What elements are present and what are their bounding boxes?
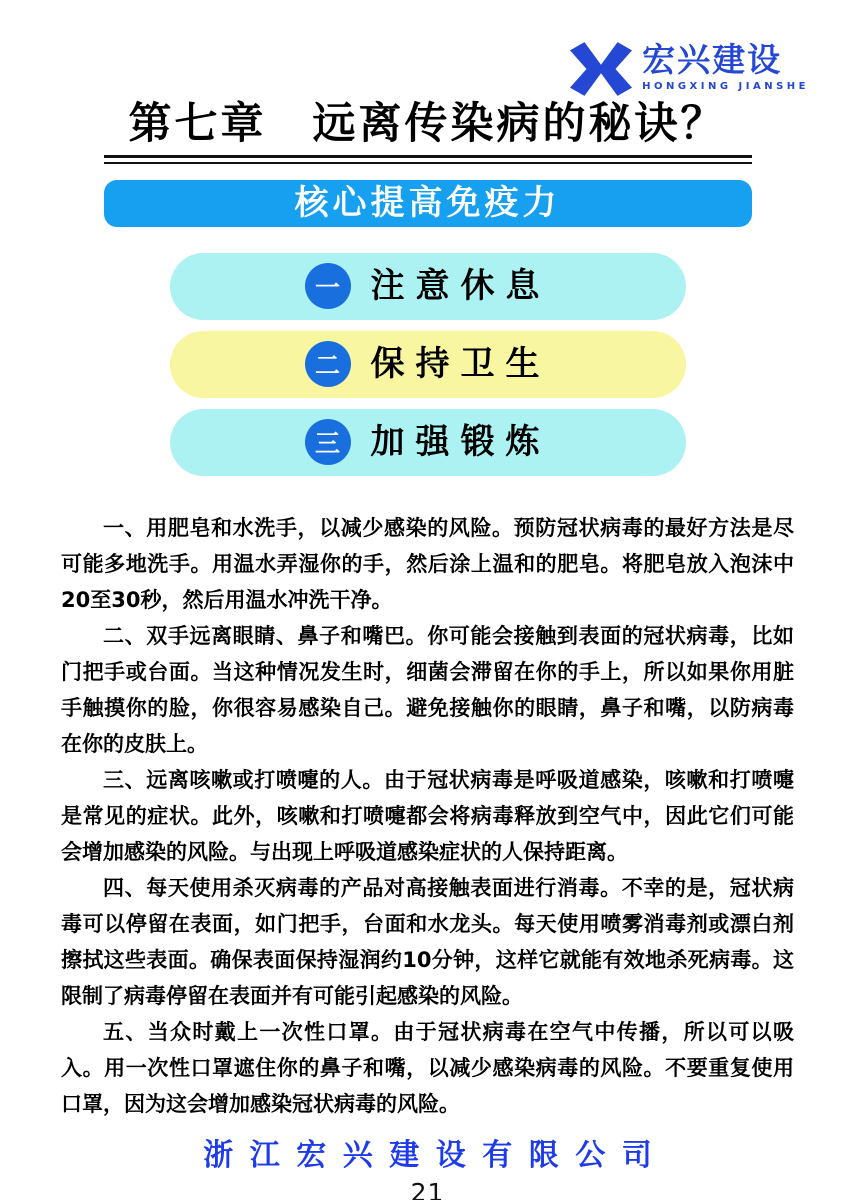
chapter-title: 第七章 远离传染病的秘诀？	[128, 99, 727, 149]
paragraph-1: 一、用肥皂和水洗手，以减少感染的风险。预防冠状病毒的最好方法是尽可能多地洗手。用温水弄湿你的手，然后涂上温和的肥皂。将肥皂放入泡沫中20至30秒，然后用温水冲洗干净。	[61, 515, 794, 612]
tip-label: 保持卫生	[370, 344, 551, 385]
paragraph-3: 三、远离咳嗽或打喷嚏的人。由于冠状病毒是呼吸道感染，咳嗽和打喷嚏是常见的症状。此外，咳嗽和打喷嚏都会将病毒释放到空气中，因此它们可能会增加感染的风险。与出现上呼吸道感染症状的人保持距离。	[61, 767, 794, 864]
core-banner-label: 核心提高免疫力	[294, 183, 561, 224]
tip-number-badge: 三	[305, 419, 351, 465]
tip-number-badge: 二	[305, 341, 351, 387]
tip-label: 注意休息	[370, 266, 551, 307]
tip-number-badge: 一	[305, 263, 351, 309]
paragraph-5: 五、当众时戴上一次性口罩。由于冠状病毒在空气中传播，所以可以吸入。用一次性口罩遮住你的鼻子和嘴，以减少感染病毒的风险。不要重复使用口罩，因为这会增加感染冠状病毒的风险。	[61, 1019, 794, 1116]
logo-text	[642, 42, 809, 92]
tip-list	[170, 253, 686, 476]
logo	[0, 0, 855, 96]
tip-label: 加强锻炼	[370, 422, 551, 463]
body-text	[61, 510, 794, 1122]
logo-company-pinyin: HONGXING JIANSHE	[642, 81, 809, 93]
tip-item-rest	[170, 253, 686, 320]
tip-item-hygiene	[170, 331, 686, 398]
title-double-rule	[104, 155, 752, 164]
hongxing-monogram-icon	[570, 42, 632, 96]
paragraph-2: 二、双手远离眼睛、鼻子和嘴巴。你可能会接触到表面的冠状病毒，比如门把手或台面。当这种情况发生时，细菌会滞留在你的手上，所以如果你用脏手触摸你的脸，你很容易感染自己。避免接触你的眼睛，鼻子和嘴，以防病毒在你的皮肤上。	[61, 623, 794, 756]
tip-item-exercise	[170, 409, 686, 476]
page-number: 21	[410, 1177, 445, 1200]
footer-company-name: 浙江宏兴建设有限公司	[203, 1137, 669, 1173]
paragraph-4: 四、每天使用杀灭病毒的产品对高接触表面进行消毒。不幸的是，冠状病毒可以停留在表面，如门把手，台面和水龙头。每天使用喷雾消毒剂或漂白剂擦拭这些表面。确保表面保持湿润约10分钟，这样它就能有效地杀死病毒。这限制了病毒停留在表面并有可能引起感染的风险。	[61, 875, 794, 1008]
logo-company-name: 宏兴建设	[642, 40, 783, 79]
core-banner	[104, 180, 752, 227]
